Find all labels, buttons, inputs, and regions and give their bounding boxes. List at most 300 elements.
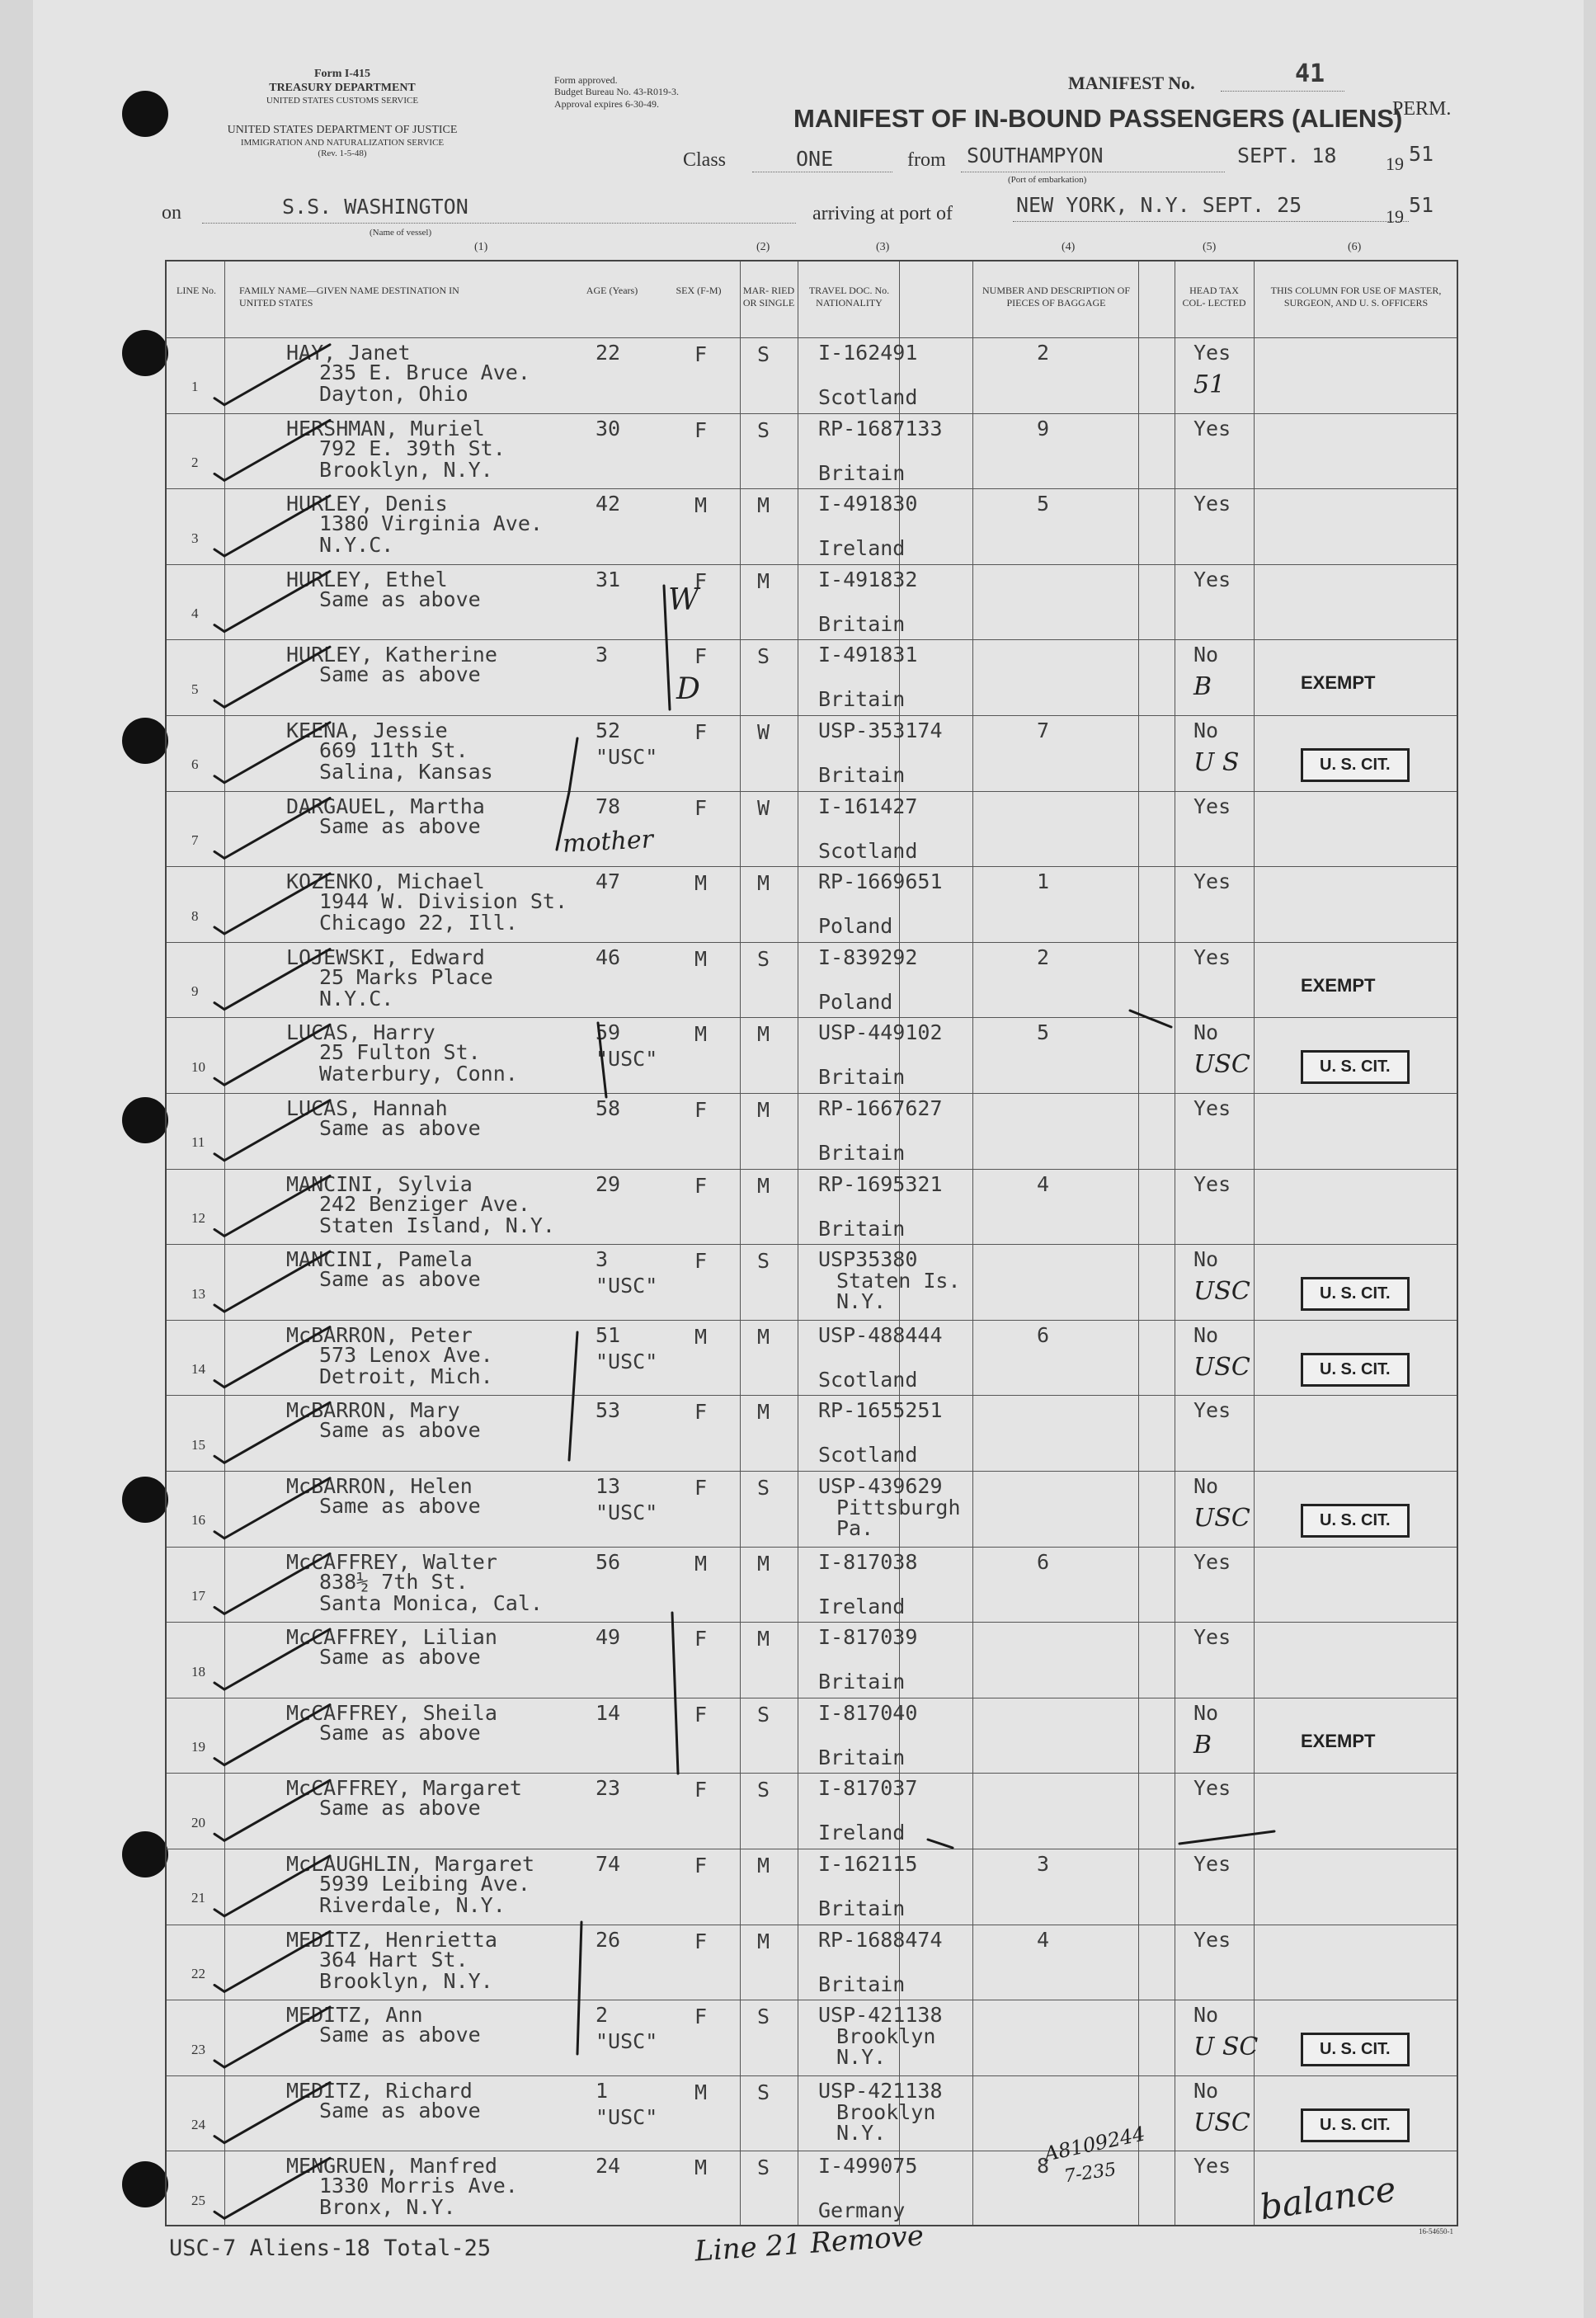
passenger-name: MEDITZ, Ann	[286, 2003, 423, 2028]
us-citizen-stamp: U. S. CIT.	[1301, 2033, 1410, 2066]
nationality: Britain	[818, 1896, 906, 1920]
marital-status: M	[757, 1854, 770, 1877]
col-head-married: MAR- RIED OR SINGLE	[742, 285, 795, 309]
embark-note: (Port of embarkation)	[1008, 175, 1087, 185]
passenger-name: McCAFFREY, Lilian	[286, 1625, 497, 1650]
col-head-age: AGE (Years)	[586, 285, 638, 296]
row-check-mark	[214, 1478, 330, 1538]
travel-doc-number: I-817038	[818, 1549, 918, 1574]
row-check-mark	[214, 647, 330, 707]
marital-status: M	[757, 871, 770, 896]
marital-status: S	[757, 946, 770, 971]
travel-doc-number: RP-1669651	[818, 869, 943, 894]
passenger-name: LOJEWSKI, Edward	[286, 945, 485, 969]
passenger-name: HAY, Janet	[286, 341, 411, 365]
from-label: from	[907, 149, 946, 171]
passenger-sex: M	[694, 1022, 708, 1047]
nationality-line-2: N.Y.	[836, 2120, 887, 2145]
manifest-label: MANIFEST No.	[1068, 73, 1195, 93]
line-number: 21	[191, 1890, 205, 1906]
line-number: 19	[191, 1739, 205, 1755]
passenger-age: 59	[596, 1020, 621, 1045]
line-number: 7	[191, 832, 199, 848]
department-name: TREASURY DEPARTMENT	[269, 81, 416, 94]
passenger-sex: F	[694, 1400, 708, 1425]
address-line-1: 235 E. Bruce Ave.	[319, 360, 530, 384]
baggage-count: 6	[1037, 1549, 1050, 1574]
passenger-age: 47	[596, 869, 621, 894]
passenger-age: 58	[596, 1096, 621, 1120]
col-head-line: LINE No.	[177, 285, 216, 296]
passenger-age: 49	[596, 1625, 621, 1650]
passenger-sex: F	[694, 1098, 708, 1122]
passenger-name: HURLEY, Denis	[286, 492, 448, 516]
handwritten-annotation: U SC	[1193, 2033, 1259, 2062]
us-citizen-stamp: U. S. CIT.	[1301, 1504, 1410, 1538]
head-tax: Yes	[1193, 492, 1231, 516]
baggage-count: 1	[1037, 869, 1050, 894]
passenger-age: 53	[596, 1398, 621, 1423]
us-citizen-stamp: U. S. CIT.	[1301, 1050, 1410, 1084]
head-tax: Yes	[1193, 1625, 1231, 1650]
address-line-1: 364 Hart St.	[319, 1947, 468, 1972]
row-check-mark	[214, 798, 330, 858]
col-num-5: (5)	[1203, 241, 1217, 253]
baggage-count: 6	[1037, 1322, 1050, 1347]
handwritten-annotation: 51	[1193, 370, 1226, 399]
head-tax: No	[1193, 1020, 1219, 1045]
row-check-mark	[214, 1629, 330, 1689]
passenger-age: 78	[596, 794, 621, 818]
approval-expiry: Approval expires 6-30-49.	[554, 97, 659, 110]
address-line-1: 792 E. 39th St.	[319, 436, 506, 460]
marital-status: S	[757, 1778, 770, 1802]
head-tax: No	[1193, 1474, 1219, 1498]
passenger-sex: F	[694, 417, 708, 442]
passenger-sex: M	[694, 2080, 708, 2104]
row-check-mark	[214, 2007, 330, 2067]
year-prefix: 19	[1386, 153, 1404, 174]
head-tax: Yes	[1193, 2154, 1231, 2179]
passenger-sex: F	[694, 1778, 708, 1802]
usc-mark: "USC"	[596, 1501, 658, 1524]
address-line-2: Bronx, N.Y.	[319, 2195, 456, 2220]
arrival-year: 51	[1409, 193, 1434, 217]
marital-status: M	[757, 1929, 770, 1953]
passenger-sex: F	[694, 644, 708, 669]
address-line-2: Staten Island, N.Y.	[319, 1213, 555, 1237]
row-check-mark	[214, 874, 330, 934]
address-line-1: Same as above	[319, 1494, 481, 1518]
baggage-count: 5	[1037, 1020, 1050, 1045]
address-line-1: Same as above	[319, 1116, 481, 1140]
line-number: 17	[191, 1587, 205, 1604]
us-citizen-stamp: U. S. CIT.	[1301, 1277, 1410, 1311]
nationality: Brooklyn	[836, 2099, 936, 2124]
row-check-mark	[214, 572, 330, 632]
line-number: 23	[191, 2041, 205, 2057]
passenger-age: 29	[596, 1171, 621, 1196]
col-head-officer: THIS COLUMN FOR USE OF MASTER, SURGEON, AND U. S. OFFICERS	[1270, 285, 1442, 309]
nationality: Poland	[818, 989, 893, 1014]
passenger-age: 3	[596, 643, 609, 667]
head-tax: No	[1193, 2003, 1219, 2028]
usc-mark: "USC"	[596, 1274, 658, 1298]
perm-label: PERM.	[1392, 98, 1452, 120]
line-number: 4	[191, 605, 199, 622]
passenger-sex: M	[694, 871, 708, 896]
passenger-age: 24	[596, 2154, 621, 2179]
line-number: 25	[191, 2192, 205, 2208]
passenger-sex: F	[694, 720, 708, 744]
baggage-count: 7	[1037, 718, 1050, 742]
head-tax: Yes	[1193, 341, 1231, 365]
nationality: Staten Is.	[836, 1269, 961, 1293]
row-check-mark	[214, 1025, 330, 1085]
line-number: 6	[191, 756, 199, 773]
nationality: Germany	[818, 2198, 906, 2223]
row-check-mark	[214, 1856, 330, 1916]
nationality: Scotland	[818, 385, 918, 409]
marital-status: S	[757, 1476, 770, 1500]
head-tax: Yes	[1193, 416, 1231, 441]
address-line-2: N.Y.C.	[319, 533, 394, 558]
travel-doc-number: USP-421138	[818, 2078, 943, 2103]
handwritten-d: D	[676, 672, 700, 706]
row-check-mark	[214, 2083, 330, 2143]
handwritten-annotation: USC	[1193, 1504, 1250, 1533]
head-tax: Yes	[1193, 794, 1231, 818]
passenger-name: MENGRUEN, Manfred	[286, 2154, 497, 2179]
handwritten-annotation: USC	[1193, 1352, 1250, 1382]
passenger-age: 26	[596, 1927, 621, 1952]
line-number: 9	[191, 983, 199, 1000]
handwritten-mother: mother	[562, 825, 654, 859]
address-line-1: 838½ 7th St.	[319, 1569, 468, 1594]
passenger-sex: F	[694, 1476, 708, 1500]
row-check-mark	[214, 1931, 330, 1991]
departure-year: 51	[1409, 142, 1434, 166]
passenger-sex: F	[694, 795, 708, 820]
passenger-name: McCAFFREY, Walter	[286, 1549, 497, 1574]
baggage-count: 8	[1037, 2154, 1050, 2179]
usc-mark: "USC"	[596, 2104, 658, 2129]
baggage-count: 4	[1037, 1927, 1050, 1952]
line-number: 10	[191, 1058, 205, 1075]
passenger-name: DARGAUEL, Martha	[286, 794, 485, 818]
line-number: 15	[191, 1436, 205, 1453]
address-line-2: Brooklyn, N.Y.	[319, 457, 493, 482]
marital-status: M	[757, 1400, 770, 1425]
passenger-age: 13	[596, 1474, 621, 1498]
head-tax: No	[1193, 718, 1219, 742]
nationality-line-2: N.Y.	[836, 2045, 887, 2070]
marital-status: M	[757, 1627, 770, 1651]
head-tax: No	[1193, 1700, 1219, 1725]
row-check-mark	[214, 1553, 330, 1614]
handwritten-bag-note-2: 7-235	[1062, 2159, 1118, 2188]
travel-doc-number: I-491830	[818, 492, 918, 516]
passenger-sex: F	[694, 2005, 708, 2029]
head-tax: No	[1193, 643, 1219, 667]
nationality: Scotland	[818, 1367, 918, 1392]
passenger-sex: F	[694, 1173, 708, 1198]
address-line-1: Same as above	[319, 1418, 481, 1443]
exempt-stamp: EXEMPT	[1301, 1730, 1376, 1751]
head-tax: Yes	[1193, 567, 1231, 591]
passenger-name: HERSHMAN, Muriel	[286, 416, 485, 441]
passenger-name: McCAFFREY, Sheila	[286, 1700, 497, 1725]
service-name: UNITED STATES CUSTOMS SERVICE	[266, 95, 419, 106]
footer-totals: USC-7 Aliens-18 Total-25	[169, 2236, 492, 2261]
travel-doc-number: I-162115	[818, 1852, 918, 1876]
class-value: ONE	[796, 147, 834, 171]
address-line-1: 1330 Morris Ave.	[319, 2174, 518, 2198]
head-tax: Yes	[1193, 945, 1231, 969]
travel-doc-number: I-499075	[818, 2154, 918, 2179]
passenger-sex: F	[694, 1627, 708, 1651]
us-citizen-stamp: U. S. CIT.	[1301, 1353, 1410, 1387]
col-num-3: (3)	[876, 241, 890, 253]
passenger-age: 31	[596, 567, 621, 591]
nationality: Britain	[818, 763, 906, 787]
passenger-age: 23	[596, 1776, 621, 1801]
year-prefix-2: 19	[1386, 206, 1404, 227]
line-number: 20	[191, 1814, 205, 1830]
line-number: 14	[191, 1361, 205, 1378]
passenger-name: KEENA, Jessie	[286, 718, 448, 742]
nationality: Britain	[818, 1216, 906, 1241]
travel-doc-number: I-491832	[818, 567, 918, 591]
marital-status: M	[757, 568, 770, 593]
arrival-port: NEW YORK, N.Y. SEPT. 25	[1016, 193, 1302, 217]
travel-doc-number: RP-1688474	[818, 1927, 943, 1952]
col-head-travel: TRAVEL DOC. No. NATIONALITY	[808, 285, 890, 309]
head-tax: Yes	[1193, 1171, 1231, 1196]
travel-doc-number: RP-1667627	[818, 1096, 943, 1120]
handwritten-annotation: B	[1193, 1730, 1212, 1760]
nationality: Brooklyn	[836, 2024, 936, 2049]
travel-doc-number: USP-353174	[818, 718, 943, 742]
nationality: Britain	[818, 1972, 906, 1996]
head-tax: No	[1193, 2078, 1219, 2103]
address-line-2: Detroit, Mich.	[319, 1364, 493, 1388]
address-line-1: Same as above	[319, 662, 481, 687]
nationality: Ireland	[818, 1594, 906, 1618]
marital-status: S	[757, 342, 770, 366]
address-line-2: Dayton, Ohio	[319, 382, 468, 406]
handwritten-annotation: USC	[1193, 1050, 1250, 1080]
passenger-name: McLAUGHLIN, Margaret	[286, 1852, 535, 1876]
line-number: 13	[191, 1285, 205, 1302]
address-line-1: Same as above	[319, 587, 481, 611]
row-check-mark	[214, 1402, 330, 1463]
passenger-age: 56	[596, 1549, 621, 1574]
travel-doc-number: USP35380	[818, 1247, 918, 1272]
address-line-2: Riverdale, N.Y.	[319, 1893, 506, 1917]
justice-dept: UNITED STATES DEPARTMENT OF JUSTICE	[227, 124, 458, 136]
head-tax: Yes	[1193, 1549, 1231, 1574]
passenger-sex: F	[694, 1702, 708, 1727]
passenger-age: 74	[596, 1852, 621, 1876]
head-tax: Yes	[1193, 1852, 1231, 1876]
passenger-sex: F	[694, 1929, 708, 1953]
line-number: 3	[191, 530, 199, 546]
passenger-sex: M	[694, 2155, 708, 2180]
passenger-age: 51	[596, 1322, 621, 1347]
nationality: Britain	[818, 1670, 906, 1694]
address-line-1: Same as above	[319, 2023, 481, 2047]
baggage-count: 9	[1037, 416, 1050, 441]
on-label: on	[162, 202, 181, 224]
nationality: Poland	[818, 914, 893, 939]
row-check-mark	[214, 420, 330, 480]
usc-mark: "USC"	[596, 1349, 658, 1373]
marital-status: S	[757, 1249, 770, 1274]
row-check-mark	[214, 2158, 330, 2218]
passenger-sex: F	[694, 342, 708, 366]
passenger-name: McBARRON, Peter	[286, 1322, 473, 1347]
print-code: 16-54650-1	[1419, 2227, 1453, 2236]
row-check-mark	[214, 949, 330, 1010]
us-citizen-stamp: U. S. CIT.	[1301, 2108, 1410, 2142]
passenger-age: 22	[596, 341, 621, 365]
us-citizen-stamp: U. S. CIT.	[1301, 748, 1410, 782]
marital-status: S	[757, 644, 770, 669]
line-number: 24	[191, 2117, 205, 2133]
marital-status: M	[757, 1324, 770, 1349]
travel-doc-number: I-817040	[818, 1700, 918, 1725]
nationality: Britain	[818, 687, 906, 712]
passenger-name: LUCAS, Hannah	[286, 1096, 448, 1120]
passenger-name: McBARRON, Helen	[286, 1474, 473, 1498]
marital-status: M	[757, 493, 770, 518]
passenger-name: McBARRON, Mary	[286, 1398, 460, 1423]
revision: (Rev. 1-5-48)	[318, 148, 367, 158]
head-tax: No	[1193, 1247, 1219, 1272]
balance-signature: balance	[1257, 2168, 1399, 2228]
footer-handwritten-note: Line 21 Remove	[693, 2219, 925, 2269]
row-check-mark	[214, 1251, 330, 1312]
handwritten-bag-note: A8109244	[1042, 2122, 1147, 2166]
col-head-baggage: NUMBER AND DESCRIPTION OF PIECES OF BAGGAGE	[982, 285, 1131, 309]
head-tax: No	[1193, 1322, 1219, 1347]
exempt-stamp: EXEMPT	[1301, 974, 1376, 996]
baggage-count: 3	[1037, 1852, 1050, 1876]
passenger-age: 30	[596, 416, 621, 441]
usc-mark: "USC"	[596, 745, 658, 769]
address-line-1: Same as above	[319, 1267, 481, 1292]
address-line-1: Same as above	[319, 813, 481, 838]
head-tax: Yes	[1193, 1398, 1231, 1423]
passenger-sex: F	[694, 568, 708, 593]
handwritten-annotation: USC	[1193, 1277, 1250, 1307]
handwritten-annotation: B	[1193, 672, 1212, 702]
address-line-1: 25 Marks Place	[319, 964, 493, 989]
address-line-1: 25 Fulton St.	[319, 1040, 481, 1065]
row-check-mark	[214, 345, 330, 405]
nationality: Britain	[818, 1745, 906, 1769]
address-line-1: 242 Benziger Ave.	[319, 1191, 530, 1216]
vessel-note: (Name of vessel)	[370, 228, 432, 238]
baggage-count: 2	[1037, 341, 1050, 365]
address-line-1: Same as above	[319, 1645, 481, 1670]
handwritten-annotation: U S	[1193, 748, 1240, 777]
address-line-1: 1944 W. Division St.	[319, 889, 568, 914]
baggage-count: 2	[1037, 945, 1050, 969]
address-line-2: Waterbury, Conn.	[319, 1062, 518, 1086]
class-label: Class	[683, 149, 727, 171]
travel-doc-number: I-162491	[818, 341, 918, 365]
line-number: 11	[191, 1134, 205, 1151]
row-check-mark	[214, 1175, 330, 1236]
passenger-age: 1	[596, 2078, 609, 2103]
manifest-title: MANIFEST OF IN-BOUND PASSENGERS (ALIENS)	[793, 104, 1403, 133]
passenger-name: MEDITZ, Richard	[286, 2078, 473, 2103]
nationality: Britain	[818, 460, 906, 485]
row-check-mark	[214, 723, 330, 783]
marital-status: W	[757, 720, 770, 744]
marital-status: S	[757, 2155, 770, 2180]
passenger-age: 46	[596, 945, 621, 969]
row-check-mark	[214, 1780, 330, 1840]
address-line-2: N.Y.C.	[319, 986, 394, 1011]
row-check-mark	[214, 1705, 330, 1765]
address-line-1: Same as above	[319, 1796, 481, 1821]
address-line-2: Santa Monica, Cal.	[319, 1590, 543, 1615]
passenger-name: HURLEY, Katherine	[286, 643, 497, 667]
marital-status: M	[757, 1173, 770, 1198]
passenger-name: KOZENKO, Michael	[286, 869, 485, 894]
nationality: Scotland	[818, 838, 918, 863]
nationality: Scotland	[818, 1443, 918, 1468]
address-line-2: Brooklyn, N.Y.	[319, 1968, 493, 1993]
passenger-sex: M	[694, 1324, 708, 1349]
col-num-4: (4)	[1062, 241, 1076, 253]
travel-doc-number: USP-488444	[818, 1322, 943, 1347]
nationality: Ireland	[818, 1821, 906, 1845]
travel-doc-number: RP-1695321	[818, 1171, 943, 1196]
travel-doc-number: RP-1687133	[818, 416, 943, 441]
embarkation-port: SOUTHAMPYON	[967, 144, 1104, 167]
form-approved: Form approved.	[554, 74, 618, 86]
passenger-sex: M	[694, 1551, 708, 1576]
nationality-line-2: N.Y.	[836, 1289, 887, 1314]
col-head-tax: HEAD TAX COL- LECTED	[1182, 285, 1246, 309]
line-number: 8	[191, 907, 199, 924]
travel-doc-number: I-161427	[818, 794, 918, 818]
travel-doc-number: RP-1655251	[818, 1398, 943, 1423]
row-check-mark	[214, 1327, 330, 1388]
line-number: 18	[191, 1663, 205, 1680]
head-tax: Yes	[1193, 1096, 1231, 1120]
address-line-1: Same as above	[319, 1720, 481, 1745]
travel-doc-number: USP-439629	[818, 1474, 943, 1498]
form-number: Form I-415	[313, 68, 371, 80]
address-line-1: 1380 Virginia Ave.	[319, 511, 543, 536]
marital-status: S	[757, 1702, 770, 1727]
row-check-mark	[214, 496, 330, 556]
nationality: Pittsburgh	[836, 1496, 961, 1519]
nationality: Britain	[818, 1141, 906, 1165]
line-number: 1	[191, 379, 199, 395]
handwritten-annotation: USC	[1193, 2108, 1250, 2137]
head-tax: Yes	[1193, 1776, 1231, 1801]
travel-doc-number: I-817037	[818, 1776, 918, 1801]
line-number: 22	[191, 1965, 205, 1981]
address-line-1: 669 11th St.	[319, 738, 468, 762]
nationality: Britain	[818, 1065, 906, 1090]
